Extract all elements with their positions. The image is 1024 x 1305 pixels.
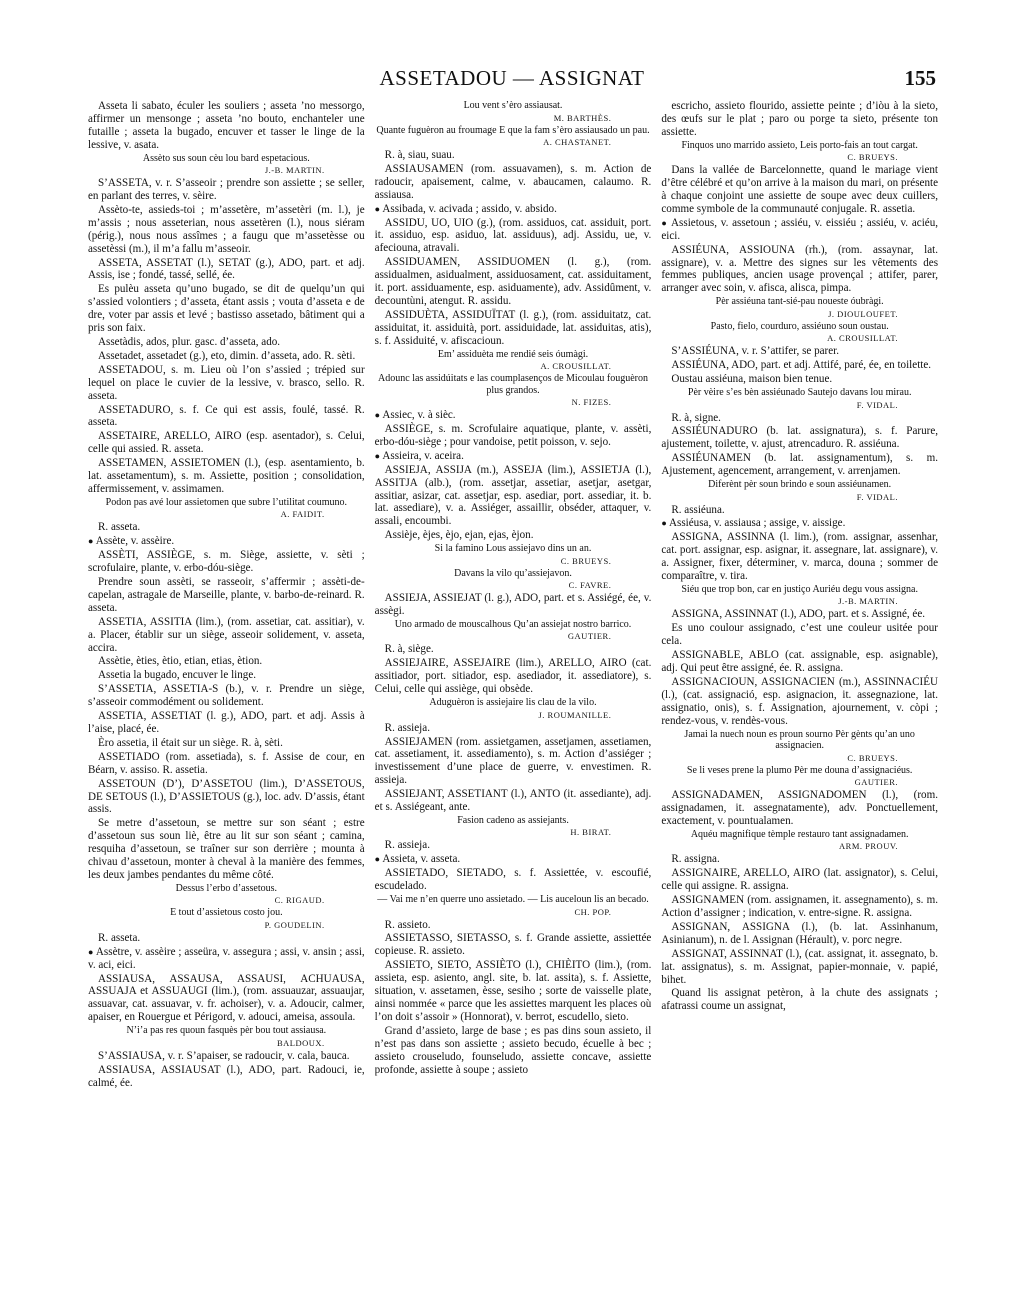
- citation-quote: Lou vent s’èro assiausat.: [463, 100, 563, 111]
- bullet-icon: ●: [88, 946, 96, 957]
- cross-reference-text: Assiéusa, v. assiausa ; assige, v. aissige.: [669, 517, 846, 530]
- dictionary-entry: ASSETOUN (D’), D’ASSETOU (lim.), D’ASSETOUS, DE SETOUS (l.), D’ASSIETOUS (g.), loc. adv. D’assis, étant assis.: [88, 777, 365, 816]
- dictionary-entry: ASSIDUAMEN, ASSIDUOMEN (l. g.), (rom. assidualmen, asidualment, assiduosament, cat. assiduitament, it. port. assiduamente, esp. asiduamente), adv. Assidûment, v. decountùni, atengut. R. assidu.: [374, 256, 652, 307]
- column-middle: [375, 100, 652, 1275]
- citation-quote: Em’ assiduèta me rendié seis óumàgi.: [437, 348, 589, 360]
- cross-reference-text: Assètre, v. assèire ; asseüra, v. assegura ; assi, v. ansin ; assi, v. aci, eici.: [88, 945, 365, 971]
- citation-quote: E tout d’assietous costo jou.: [170, 907, 283, 919]
- citation-author: CH. POP.: [574, 906, 612, 917]
- citation-quote: Uno armado de mouscalhous Qu’an assiejat nostro barrico.: [394, 618, 632, 630]
- cross-reference-entry: [375, 450, 652, 463]
- cross-reference-text: Assibada, v. acivada ; assido, v. absido.: [382, 202, 557, 215]
- dictionary-entry: R. asseta.: [98, 521, 141, 534]
- bullet-icon: ●: [88, 536, 96, 547]
- bullet-icon: ●: [374, 854, 383, 865]
- dictionary-entry: Se metre d’assetoun, se mettre sur son séant ; estre d’assetoun sus soun liè, être au lit sur son séant ; camina, resquiha d’assetoun, se traîner sur son derrière ; mounta à chivau d’assetoun, monter à cheval à la manière des femmes, les deux jambes pendantes du même côté.: [88, 817, 365, 881]
- cross-reference-text: Assieira, v. aceira.: [382, 449, 464, 462]
- citation-quote: Aquéu magnifique tèmple restauro tant assignadamen.: [690, 828, 909, 840]
- dictionary-entry: R. assiéuna.: [671, 503, 725, 516]
- cross-reference-entry: [375, 853, 652, 866]
- citation-author: A. FAIDIT.: [280, 509, 325, 520]
- citation-quote: Quante fuguèron au froumage E que la fam s’èro assiausado un pau.: [376, 124, 650, 136]
- citation-quote: — Vai me n’en querre uno assietado. — Lis auceloun lis an becado.: [377, 894, 649, 906]
- citation-quote: Podon pas avé lour assietomen que subre l’utilitat coumuno.: [105, 496, 347, 508]
- cross-reference-text: Assète, v. assèire.: [95, 535, 175, 548]
- dictionary-entry: Es pulèu asseta qu’uno bugado, se dit de quelqu’un qui s’assied volontiers ; d’asseta, étant assis ; vouta d’asseta e de dre, voter par assis et levé ; bastisso assetado, bâtiment qui a pris son faix.: [88, 283, 365, 335]
- dictionary-entry: R. à, signe.: [671, 411, 721, 424]
- citation-author: C. BRUEYS.: [847, 152, 899, 163]
- dictionary-entry: ASSETIA, ASSITIA (lim.), (rom. assetiar, cat. assitiar), v. a. Placer, établir sur un siège, asseoir solidement, v. asseta, accira.: [88, 615, 365, 654]
- dictionary-entry: ASSÈTI, ASSIÈGE, s. m. Siège, assiette, v. sèti ; scrofulaire, plante, v. erbo-dóu-siège.: [88, 549, 365, 575]
- cross-reference-text: Assiec, v. à sièc.: [382, 409, 456, 422]
- dictionary-entry: Dans la vallée de Barcelonnette, quand le mariage vient d’être célébré et qu’on arrive à la maison du mari, on présente à chaque conjoint une assiette de soupe avec deux cuillers, comme symbole de la communauté conjugale. R. assetia.: [661, 164, 939, 215]
- citation-author: C. BRUEYS.: [847, 752, 899, 763]
- citation-author: GAUTIER.: [854, 777, 899, 788]
- citation-quote: Siéu que trop bon, car en justiço Auriéu degu vous assigna.: [681, 583, 918, 595]
- dictionary-entry: R. assigna.: [671, 853, 720, 866]
- citation-author: N. FIZES.: [571, 397, 612, 408]
- citation-author: C. RIGAUD.: [274, 895, 325, 906]
- citation-quote: Adounc las assidúitats e las coumplasenços de Micoulau fouguèron plus grandos.: [378, 373, 648, 396]
- dictionary-entry: ASSIAUSAMEN (rom. assuavamen), s. m. Action de radoucir, apaisement, calme, v. abaucamen, calaumo. R. assiausa.: [374, 162, 652, 201]
- citation-quote: Aduguèron is assiejaire lis clau de la vilo.: [429, 697, 597, 709]
- bullet-icon: ●: [661, 518, 670, 529]
- dictionary-entry: S’ASSETIA, ASSETIA-S (b.), v. r. Prendre un siège, s’asseoir commodément ou solidement.: [88, 683, 365, 709]
- dictionary-entry: Prendre soun assèti, se rasseoir, s’affermir ; assèti-de-capelan, astragale de Marseille, plante, v. barbo-de-reinard. R. asseta.: [88, 576, 365, 614]
- dictionary-entry: Assetàdis, ados, plur. gasc. d’asseta, ado.: [98, 336, 281, 348]
- citation-quote: Diferènt pèr soun brindo e soun assiéunamen.: [708, 479, 892, 491]
- dictionary-body: [88, 100, 938, 1275]
- dictionary-entry: ASSETAMEN, ASSIETOMEN (l.), (esp. asentamiento, b. lat. assetamentum), s. m. Assiette, position ; consolidation, affermissement, v. assimamen.: [88, 457, 365, 495]
- citation-quote: Pèr vèire s’es bèn assiéunado Sautejo davans lou mirau.: [687, 387, 912, 398]
- dictionary-entry: ASSIAUSA, ASSAUSA, ASSAUSI, ACHUAUSA, ASSUAJA et ASSUAUGI (lim.), (rom. assuauzar, assuaujar, assuavar, cat. assuavar, v. fr. achoiser), v. a. Adoucir, calmer, apaiser, en Rouergue et Périgord, v. adouci, ameisa, assoula.: [88, 972, 365, 1024]
- dictionary-entry: escricho, assieto flourido, assiette peinte ; d’iòu à la sieto, des œufs sur le plat ; paro ou porge ta sieto, présente ton assiette.: [661, 100, 939, 138]
- citation-author: F. VIDAL.: [856, 399, 899, 410]
- dictionary-entry: ASSIGNA, ASSINNAT (l.), ADO, part. et s. Assigné, ée.: [671, 608, 926, 621]
- dictionary-entry: ASSETAIRE, ARELLO, AIRO (esp. asentador), s. Celui, celle qui assied. R. asseta.: [88, 430, 365, 456]
- citation-author: J. DIOULOUFET.: [828, 308, 899, 319]
- dictionary-entry: S’ASSIAUSA, v. r. S’apaiser, se radoucir, v. cala, bauca.: [98, 1049, 350, 1062]
- citation-quote: Si la famino Lous assiejavo dins un an.: [434, 543, 592, 555]
- dictionary-entry: ASSIETADO, SIETADO, s. f. Assiettée, v. escoufié, escudelado.: [374, 867, 652, 893]
- citation-author: J. ROUMANILLE.: [538, 709, 612, 720]
- dictionary-entry: ASSIEJANT, ASSETIANT (l.), ANTO (it. assediante), adj. et s. Assiégeant, ante.: [374, 788, 652, 814]
- dictionary-entry: ASSIÉUNADURO (b. lat. assignatura), s. f. Parure, ajustement, toilette, v. ajust, atrencaduro. R. assiéuna.: [661, 425, 939, 451]
- dictionary-entry: ASSETIA, ASSETIAT (l. g.), ADO, part. et adj. Assis à l’aise, placé, ée.: [88, 710, 365, 735]
- citation-author: GAUTIER.: [567, 631, 612, 642]
- dictionary-entry: ASSIGNAMEN (rom. assignamen, it. assegnamento), s. m. Action d’assigner ; indication, v. entre-signe. R. assigna.: [661, 894, 939, 919]
- dictionary-entry: Assièje, èjes, èjo, ejan, ejas, èjon.: [384, 529, 534, 542]
- dictionary-entry: ASSETIADO (rom. assetiada), s. f. Assise de cour, en Béarn, v. assiso. R. assetia.: [88, 750, 365, 776]
- citation-quote: Jamai la nuech noun es proun sourno Pèr gènts qu’an uno assignacien.: [684, 728, 915, 752]
- citation-quote: Pasto, fielo, courduro, assiéuno soun oustau.: [710, 320, 889, 332]
- citation-quote: Dessus l’erbo d’assetous.: [175, 882, 278, 894]
- dictionary-entry: ASSIEJA, ASSIJA (m.), ASSEJA (lim.), ASSIETJA (l.), ASSITJA (alb.), (rom. assetjar, assetiar, asetjar, asetgar, assitiar, asizar, cat. assetjar, esp. asediar, port. assediar, it. b. lat. assediare), v. a. Assiéger, assaillir, obséder, attaquer, v. assali, encoumbi.: [374, 463, 652, 528]
- cross-reference-entry: [375, 203, 652, 216]
- citation-author: M. BARTHÈS.: [553, 112, 612, 123]
- dictionary-entry: R. assieto.: [384, 918, 431, 931]
- dictionary-entry: R. à, siau, suau.: [384, 149, 455, 161]
- dictionary-entry: ASSIÉUNAMEN (b. lat. assignamentum), s. m. Ajustement, agencement, arrangement, v. arrenjamen.: [661, 452, 939, 478]
- dictionary-entry: ASSIAUSA, ASSIAUSAT (l.), ADO, part. Radouci, ie, calmé, ée.: [88, 1063, 365, 1089]
- dictionary-entry: ASSIGNAT, ASSINNAT (l.), (cat. assignat, it. assegnato, b. lat. assignatus), s. m. Assignat, papier-monnaie, v. papié, bihet.: [661, 947, 939, 986]
- citation-author: C. BRUEYS.: [560, 555, 612, 566]
- citation-quote: Assèto sus soun cèu lou bard espetacious.: [142, 152, 310, 164]
- citation-author: C. FAVRE.: [568, 580, 612, 591]
- dictionary-entry: R. assieja.: [384, 839, 430, 852]
- cross-reference-entry: [661, 517, 938, 530]
- citation-quote: Davans la vilo qu’assiejavon.: [454, 567, 572, 579]
- dictionary-entry: ASSIGNADAMEN, ASSIGNADOMEN (l.), (rom. assignadamen, it. assegnatamente), adv. Ponctuellement, exactement, v. pountualamen.: [661, 789, 939, 827]
- dictionary-entry: ASSIGNAN, ASSIGNA (l.), (b. lat. Assinhanum, Asinianum), n. de l. Assignan (Hérault), v. porc negre.: [661, 920, 939, 946]
- page-header: [88, 66, 936, 92]
- cross-reference-text: Assieta, v. asseta.: [382, 853, 461, 866]
- dictionary-entry: R. à, siège.: [384, 643, 434, 656]
- column-left: [88, 100, 365, 1275]
- citation-quote: N’i’a pas res quoun fasquès pèr bou tout assiausa.: [126, 1025, 327, 1037]
- dictionary-entry: ASSIEJAMEN (rom. assietgamen, assetjamen, assetiamen, cat. assetiament, it. assediamento), s. m. Action d’assiéger ; investissement d’une place de guerre, v. envestimen. R. assieja.: [374, 735, 652, 787]
- dictionary-entry: ASSIÉUNA, ASSIOUNA (rh.), (rom. assaynar, lat. assignare), v. a. Mettre des signes sur les vêtements des femmes publiques, ancien usage provençal ; attifer, parer, arranger avec soin, v. afisca, alisca, pimpa.: [661, 243, 939, 295]
- dictionary-entry: ASSIGNAIRE, ARELLO, AIRO (lat. assignator), s. Celui, celle qui assigne. R. assigna.: [661, 867, 939, 893]
- page-number: 155: [904, 66, 936, 90]
- dictionary-entry: ASSIEJA, ASSIEJAT (l. g.), ADO, part. et s. Assiégé, ée, v. assègi.: [374, 592, 652, 618]
- dictionary-entry: ASSETADURO, s. f. Ce qui est assis, foulé, tassé. R. asseta.: [88, 403, 365, 429]
- dictionary-entry: Assèto-te, assieds-toi ; m’assetère, m’assetèri (m. l.), je m’assis ; nous asseterian, nous assetèren (l.), nous siéram (périg.), nous nous assîmes ; a faugu que m’assetèsse ou assetèssi (m.), il m’a fallu m’asseoir.: [88, 203, 365, 255]
- citation-quote: Pèr assiéuna tant-sié-pau noueste óubràgi.: [715, 296, 884, 308]
- dictionary-entry: Assètie, èties, ètio, etian, etias, ètion.: [98, 655, 263, 668]
- cross-reference-entry: [88, 535, 365, 548]
- dictionary-entry: R. asseta.: [98, 931, 141, 944]
- citation-author: BALDOUX.: [276, 1037, 325, 1048]
- dictionary-entry: Èro assetia, il était sur un siège. R. à, sèti.: [98, 736, 283, 749]
- cross-reference-entry: [375, 409, 652, 422]
- dictionary-entry: Oustau assiéuna, maison bien tenue.: [671, 373, 833, 386]
- citation-author: F. VIDAL.: [856, 491, 899, 502]
- bullet-icon: ●: [374, 410, 383, 421]
- cross-reference-entry: [88, 946, 365, 972]
- dictionary-entry: Quand lis assignat petèron, à la chute des assignats ; afatrassi coume un assignat,: [661, 987, 939, 1013]
- dictionary-entry: Assetia la bugado, encuver le linge.: [98, 669, 257, 682]
- dictionary-entry: ASSIÈGE, s. m. Scrofulaire aquatique, plante, v. assèti, erbo-dóu-siège ; pour vandoise, petit poisson, v. sejo.: [374, 423, 652, 448]
- cross-reference-entry: [661, 217, 938, 243]
- dictionary-entry: ASSIÉUNA, ADO, part. et adj. Attifé, paré, ée, en toilette.: [671, 359, 932, 372]
- dictionary-entry: R. assieja.: [384, 721, 430, 734]
- dictionary-entry: ASSIGNA, ASSINNA (l. lim.), (rom. assignar, assenhar, cat. port. assignar, esp. asignar, it. assegnare, lat. assignare), v. a. Assigner, fixer, déterminer, v. marca, douna ; sommer de comparaître, v. tira.: [661, 531, 939, 583]
- citation-quote: Finquos uno marrido assieto, Leis porto-fais an tout cargat.: [681, 139, 918, 151]
- citation-quote: Fasion cadeno as assiejants.: [457, 814, 569, 826]
- dictionary-entry: Es uno coulour assignado, c’est une couleur usitée pour cela.: [661, 622, 939, 648]
- bullet-icon: ●: [661, 217, 672, 228]
- dictionary-entry: S’ASSETA, v. r. S’asseoir ; prendre son assiette ; se seller, en parlant des terres, v. sèire.: [88, 177, 365, 203]
- dictionary-entry: ASSIDU, UO, UIO (g.), (rom. assiduos, cat. assiduit, port. it. assiduo, esp. asiduo, lat. assiduus), adj. Assidu, ue, v. afeciouna, atravali.: [374, 216, 652, 255]
- dictionary-entry: Assetadet, assetadet (g.), eto, dimin. d’asseta, ado. R. sèti.: [98, 349, 356, 362]
- column-right: [661, 100, 938, 1275]
- citation-author: A. CHASTANET.: [543, 137, 612, 147]
- citation-quote: Se li veses prene la plumo Pèr me douna d’assignaciéus.: [686, 764, 913, 776]
- dictionary-entry: Asseta li sabato, éculer les souliers ; asseta ’no messorgo, affirmer un mensonge ; asseta ’no bouto, enchanteler une futaille ; asseta la bugado, encuver et tasser le linge de la lessive, v. asata.: [88, 100, 365, 151]
- citation-author: J.-B. MARTIN.: [264, 165, 325, 176]
- dictionary-entry: ASSIETASSO, SIETASSO, s. f. Grande assiette, assiettée copieuse. R. assieto.: [374, 932, 652, 958]
- citation-author: P. GOUDELIN.: [264, 919, 325, 930]
- bullet-icon: ●: [374, 450, 383, 461]
- cross-reference-text: Assietous, v. assetoun ; assiéu, v. eissiéu ; assiéu, v. aciéu, eici.: [661, 216, 939, 242]
- dictionary-entry: ASSIGNABLE, ABLO (cat. assignable, esp. asignable), adj. Qui peut être assigné, ée. R. assigna.: [661, 649, 939, 675]
- dictionary-entry: ASSIETO, SIETO, ASSIÈTO (l.), CHIÈITO (lim.), (rom. assieta, esp. asiento, angl. site, b. lat. assita), s. f. Assiette, situation, v. assetamen, èsse, sesiho ; sorte de vaisselle plate, ainsi nommée « parce que les assiettes marquent les places où l’on doit s’assoir » (Honnorat), v. berrot, escudello, sieto.: [374, 959, 652, 1023]
- dictionary-entry: ASSETADOU, s. m. Lieu où l’on s’assied ; trépied sur lequel on place le cuvier de la lessive, v. brasco, sello. R. asseta.: [88, 363, 365, 402]
- dictionary-entry: Grand d’assieto, large de base ; es pas dins soun assieto, il n’est pas dans son assiette ; assieto becudo, écuelle à bec ; assieto crouseludo, founseludo, assiette concave, assiette profonde, assiette à soupe ; assieto: [374, 1024, 652, 1076]
- citation-author: A. CROUSILLAT.: [827, 333, 899, 344]
- citation-author: ARM. PROUV.: [839, 841, 899, 852]
- dictionary-entry: ASSIDUÈTA, ASSIDUÏTAT (l. g.), (rom. assiduitatz, cat. assiduitat, it. assiduità, port. assiduidade, lat. assiduitas, atis), s. f. Assiduité, v. afiscacioun.: [374, 308, 652, 347]
- running-title: ASSETADOU — ASSIGNAT: [379, 66, 645, 90]
- dictionary-entry: ASSETA, ASSETAT (l.), SETAT (g.), ADO, part. et adj. Assis, ise ; fondé, tassé, sellé, ée.: [88, 256, 365, 282]
- bullet-icon: ●: [374, 203, 383, 214]
- citation-author: J.-B. MARTIN.: [838, 596, 899, 607]
- citation-author: A. CROUSILLAT.: [540, 361, 612, 372]
- citation-author: H. BIRAT.: [570, 827, 612, 838]
- dictionary-entry: ASSIGNACIOUN, ASSIGNACIEN (m.), ASSINNACIÉU (l.), (cat. assignació, esp. asignacion, it. assegnazione, lat. assignatio, onis), s. f. Assignation, ajournement, v. còpi ; rendez-vous, v. rendès-vous.: [661, 676, 939, 727]
- dictionary-entry: S’ASSIÉUNA, v. r. S’attifer, se parer.: [671, 345, 840, 358]
- dictionary-entry: ASSIEJAIRE, ASSEJAIRE (lim.), ARELLO, AIRO (cat. assitiador, port. sitiador, esp. asediador, it. assediatore), s. Celui, celle qui assiège, qui obsède.: [374, 657, 652, 696]
